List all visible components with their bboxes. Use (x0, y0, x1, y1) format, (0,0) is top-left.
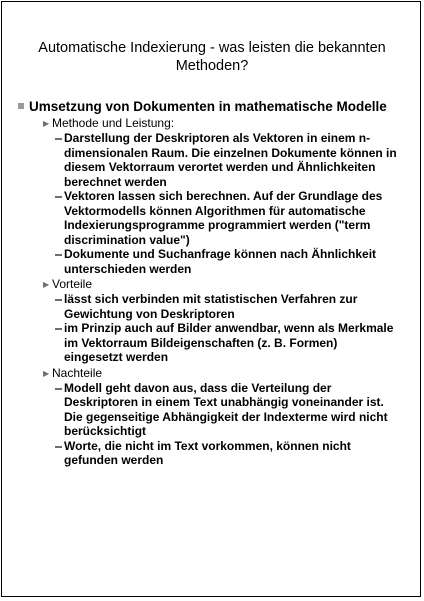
list-item-text: Darstellung der Deskriptoren als Vektoren in einem n-dimensionalen Raum. Die einzelnen Dokumente können in diesem Vektorraum verortet werden und Ähnlichkeiten berechnet werden (64, 131, 397, 189)
bullet-list (18, 99, 398, 469)
slide-title: Automatische Indexierung - was leisten die bekannten Methoden? (38, 40, 386, 74)
list-item (55, 292, 398, 321)
dash-bullet-icon (55, 254, 62, 256)
list-item (55, 247, 398, 276)
main-point (18, 99, 398, 468)
section-nachteile (43, 366, 398, 381)
list-item-text: Worte, die nicht im Text vorkommen, können nicht gefunden werden (64, 438, 351, 467)
dash-bullet-icon (55, 299, 62, 301)
list-item-text: lässt sich verbinden mit statistischen Verfahren zur Gewichtung von Deskriptoren (64, 292, 358, 321)
list-item (55, 321, 398, 365)
section-heading: Vorteile (52, 277, 93, 291)
list-item-text: Modell geht davon aus, dass die Verteilung der Deskriptoren in einem Text unabhängig voneinander ist. Die gegenseitige Abhängigkeit der Indexterme wird nicht berücksichtigt (64, 380, 388, 438)
dash-bullet-icon (55, 138, 62, 140)
triangle-bullet-icon: ▶ (43, 280, 50, 289)
dash-bullet-icon (55, 196, 62, 198)
list-item (55, 381, 398, 439)
section-heading: Nachteile (52, 365, 103, 380)
list-item-text: Dokumente und Suchanfrage können nach Ähnlichkeit unterschieden werden (64, 247, 377, 276)
list-item (55, 189, 398, 247)
dash-bullet-icon (55, 388, 62, 390)
section-methode (43, 116, 398, 131)
section-vorteile (43, 277, 398, 292)
section-vorteile-points (55, 292, 398, 365)
section-nachteile-points (55, 381, 398, 468)
list-item (55, 439, 398, 468)
dash-bullet-icon (55, 446, 62, 448)
section-methode-points (55, 131, 398, 276)
slide (1, 1, 421, 597)
main-point-text: Umsetzung von Dokumenten in mathematische Modelle (29, 99, 387, 114)
section-heading: Methode und Leistung: (52, 116, 175, 130)
sub-list (43, 116, 398, 468)
triangle-bullet-icon: ▶ (43, 119, 50, 128)
square-bullet-icon (18, 103, 24, 109)
list-item (55, 131, 398, 189)
dash-bullet-icon (55, 328, 62, 330)
triangle-bullet-icon: ▶ (43, 368, 50, 378)
list-item-text: Vektoren lassen sich berechnen. Auf der Grundlage des Vektormodells können Algorithmen für automatische Indexierungsprogramme programmiert werden ("term discrimination value") (64, 189, 383, 247)
list-item-text: im Prinzip auch auf Bilder anwendbar, wenn als Merkmale im Vektorraum Bildeigenschaften (z. B. Formen) eingesetzt werden (64, 321, 394, 364)
